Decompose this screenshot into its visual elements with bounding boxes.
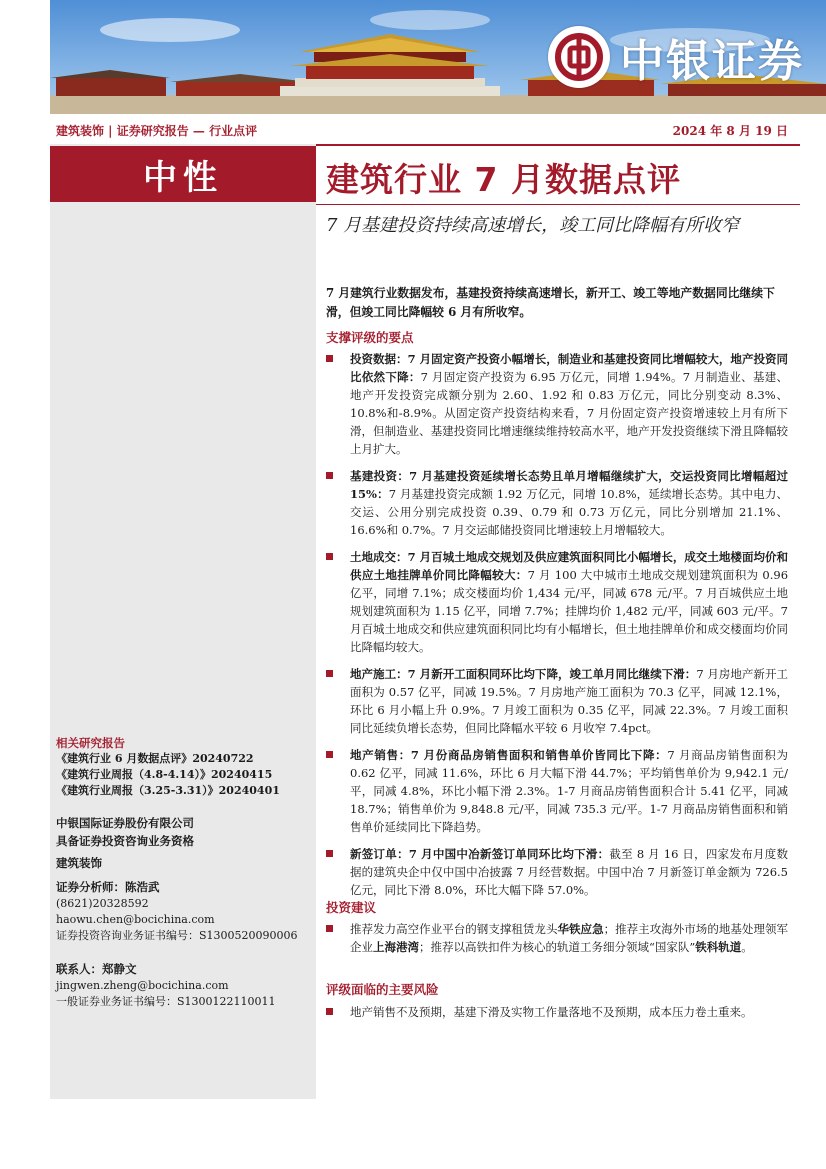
support-item-heading: 土地成交：7 月百城土地成交规划及供应建筑面积同比小幅增长，成交土地楼面均价和供应土地挂牌单价同比降幅较大： xyxy=(350,550,788,582)
support-item-heading: 基建投资：7 月基建投资延续增长态势且单月增幅继续扩大，交运投资同比增幅超过 15%： xyxy=(350,469,788,501)
report-title: 建筑行业 7 月数据点评 xyxy=(326,160,681,199)
related-report-date: 20240722 xyxy=(192,752,254,765)
support-item-text: 7 月 100 大中城市土地成交规划建筑面积为 0.96 亿平，同增 7.1%；成交楼面均价 1,434 元/平，同减 678 元/平。7 月百城供应土地规划建筑面积为 1.15 亿平，同增 7.7%；挂牌均价 1,482 元/平，同减 603 元/平。7 月百城土地成交和供应建筑面积同比均有小幅增长，但土地挂牌单价和成交楼面均价同比降幅均较大。 xyxy=(350,568,789,654)
related-reports xyxy=(56,735,310,799)
report-category: 建筑装饰 | 证券研究报告 — 行业点评 xyxy=(56,124,258,138)
sector-label-block xyxy=(56,854,310,872)
recommended-stock: 华铁应急 xyxy=(557,922,604,936)
support-item-heading: 新签订单：7 月中国中冶新签订单同环比均下滑： xyxy=(350,847,610,861)
contact-cert: 一般证券业务证书编号：S1300122110011 xyxy=(56,995,276,1008)
related-reports-heading: 相关研究报告 xyxy=(56,736,125,750)
analyst-name: 证券分析师：陈浩武 xyxy=(56,880,160,894)
recommended-stock: 铁科轨道 xyxy=(695,940,742,954)
company-info xyxy=(56,814,310,850)
support-item xyxy=(326,665,788,737)
related-report-item[interactable] xyxy=(56,767,310,783)
header-banner xyxy=(50,0,826,114)
bullet-square-icon xyxy=(326,751,333,758)
contact-info xyxy=(56,960,310,1010)
brand-name: 中银证券 xyxy=(620,36,804,87)
bullet-square-icon xyxy=(326,355,333,362)
bullet-square-icon xyxy=(326,1008,333,1015)
title-divider xyxy=(316,204,800,205)
related-report-item[interactable] xyxy=(56,751,310,767)
risk-text: 地产销售不及预期，基建下滑及实物工作量落地不及预期，成本压力卷土重来。 xyxy=(350,1005,753,1019)
bullet-square-icon xyxy=(326,670,333,677)
report-subtitle: 7 月基建投资持续高速增长，竣工同比降幅有所收窄 xyxy=(326,215,740,236)
support-item-text: 截至 8 月 16 日，四家发布月度数据的建筑央企中仅中国中冶披露 7 月经营数据。中国中冶 7 月新签订单金额为 726.5 亿元，同比下滑 8.0%，环比大幅下降 57.0%。 xyxy=(350,847,788,897)
support-list xyxy=(326,350,788,908)
related-report-title: 《建筑行业 6 月数据点评》 xyxy=(56,752,193,765)
analyst-email: haowu.chen@bocichina.com xyxy=(56,913,215,926)
bullet-square-icon xyxy=(326,472,333,479)
bullet-square-icon xyxy=(326,850,333,857)
support-item-heading: 投资数据：7 月固定资产投资小幅增长，制造业和基建投资同比增幅较大，地产投资同比依然下降： xyxy=(350,352,788,384)
support-item-text: 7 月商品房销售面积为 0.62 亿平，同减 11.6%，环比 6 月大幅下滑 44.7%；平均销售单价为 9,942.1 元/平，同减 4.8%，环比小幅下滑 2.3%。1-7 月商品房销售面积合计 5.41 亿平，同减 18.7%；销售单价为 9,848.8 元/平，同减 735.3 元/平。1-7 月商品房销售面积和销售单价延续同比下降趋势。 xyxy=(350,748,788,834)
report-header-bar xyxy=(50,116,800,146)
related-report-item[interactable] xyxy=(56,783,310,799)
support-item-text: 7 月固定资产投资为 6.95 万亿元，同增 1.94%。7 月制造业、基建、地产开发投资完成额分别为 2.60、1.92 和 0.83 万亿元，同比分别变动 8.3%、10.8%和-8.9%。从固定资产投资结构来看，7 月份固定资产投资增速较上月有所下滑，但制造业、基建投资同比增速继续维持较高水平，地产开发投资继续下滑且降幅较上月扩大。 xyxy=(350,370,789,456)
analyst-info xyxy=(56,878,310,944)
analyst-phone: (8621)20328592 xyxy=(56,897,149,910)
related-report-date: 20240401 xyxy=(218,784,280,797)
contact-email: jingwen.zheng@bocichina.com xyxy=(56,979,229,992)
bullet-square-icon xyxy=(326,925,333,932)
related-reports-list xyxy=(56,751,310,799)
section-heading-support: 支撑评级的要点 xyxy=(326,330,414,345)
risk-item xyxy=(326,1003,788,1021)
boc-logo-icon xyxy=(548,26,610,88)
related-report-title: 《建筑行业周报（3.25-3.31）》 xyxy=(56,784,219,797)
contact-name: 联系人：郑静文 xyxy=(56,962,137,976)
invest-text: 推荐发力高空作业平台的钢支撑租赁龙头 xyxy=(350,922,558,936)
sector-label: 建筑装饰 xyxy=(56,856,102,870)
company-qualification: 具备证券投资咨询业务资格 xyxy=(56,834,194,848)
support-item xyxy=(326,845,788,899)
support-item-text: 7 月房地产新开工面积为 0.57 亿平，同减 19.5%。7 月房地产施工面积为 70.3 亿平，同减 12.1%，环比 6 月小幅上升 0.9%。7 月竣工面积为 0.35 亿平，同减 22.3%。7 月竣工面积同比延续负增长态势，但同比降幅水平较 6 月收窄 7.4pct。 xyxy=(350,667,788,735)
section-heading-invest: 投资建议 xyxy=(326,900,377,915)
invest-text: 。 xyxy=(741,940,753,954)
analyst-cert: 证券投资咨询业务证书编号：S1300520090006 xyxy=(56,929,298,942)
support-item-heading: 地产销售：7 月份商品房销售面积和销售单价皆同比下降： xyxy=(350,748,668,762)
support-item xyxy=(326,746,788,836)
summary-paragraph: 7 月建筑行业数据发布，基建投资持续高速增长，新开工、竣工等地产数据同比继续下滑，但竣工同比降幅较 6 月有所收窄。 xyxy=(326,286,775,319)
report-date: 2024 年 8 月 19 日 xyxy=(672,124,788,138)
invest-text: ；推荐主攻海外市场的地基处理领军企业 xyxy=(350,922,788,954)
related-report-title: 《建筑行业周报（4.8-4.14）》 xyxy=(56,768,211,781)
company-name: 中银国际证券股份有限公司 xyxy=(56,816,194,830)
related-report-date: 20240415 xyxy=(211,768,273,781)
invest-item xyxy=(326,920,788,956)
bullet-square-icon xyxy=(326,553,333,560)
invest-text: ；推荐以高铁扣件为核心的轨道工务细分领域“国家队” xyxy=(419,940,696,954)
support-item xyxy=(326,350,788,458)
rating-badge: 中性 xyxy=(50,146,316,202)
section-heading-risk: 评级面临的主要风险 xyxy=(326,982,439,997)
invest-list xyxy=(326,920,788,965)
support-item xyxy=(326,548,788,656)
support-item-text: 7 月基建投资完成额 1.92 万亿元，同增 10.8%，延续增长态势。其中电力、交运、公用分别完成投资 0.39、0.79 和 0.73 万亿元，同比分别增加 21.1%、16.6%和 0.7%。7 月交运邮储投资同比增速较上月增幅较大。 xyxy=(350,487,788,537)
brand-logo xyxy=(526,0,826,114)
support-item xyxy=(326,467,788,539)
sidebar xyxy=(50,144,316,1099)
support-item-heading: 地产施工：7 月新开工面积同环比均下降，竣工单月同比继续下滑： xyxy=(350,667,697,681)
risk-list xyxy=(326,1003,788,1030)
recommended-stock: 上海港湾 xyxy=(373,940,419,954)
